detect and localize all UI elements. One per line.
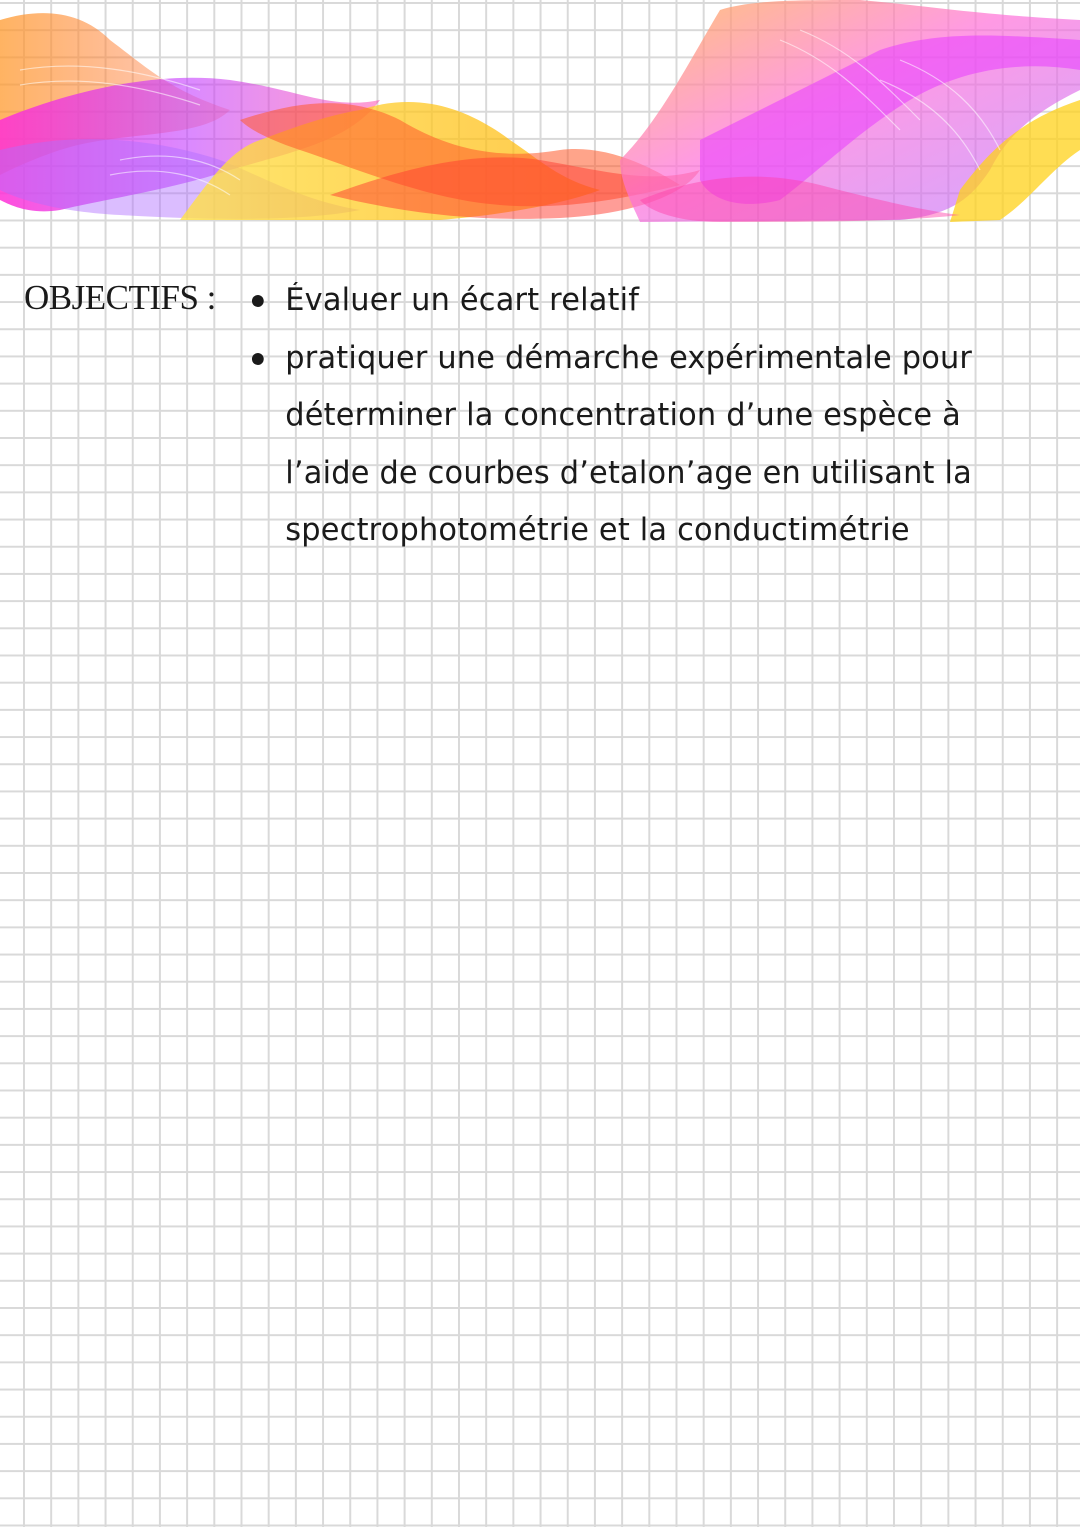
decorative-wave-banner bbox=[0, 0, 1080, 222]
objective-item bbox=[250, 272, 1034, 330]
objective-text: pratiquer une démarche expérimentale pour déterminer la concentration d’une espèce à l’aide de courbes d’etalon’age en utilisant la spectrophotométrie et la conductimétrie bbox=[285, 339, 973, 548]
objective-item bbox=[250, 330, 1034, 560]
objective-text: Évaluer un écart relatif bbox=[285, 282, 640, 318]
wave-ribbons-graphic bbox=[0, 0, 1080, 222]
objectives-list bbox=[250, 272, 1050, 560]
bullet-dot-icon bbox=[252, 353, 264, 365]
objectives-label: OBJECTIFS : bbox=[24, 278, 216, 317]
bullet-dot-icon bbox=[252, 295, 264, 307]
